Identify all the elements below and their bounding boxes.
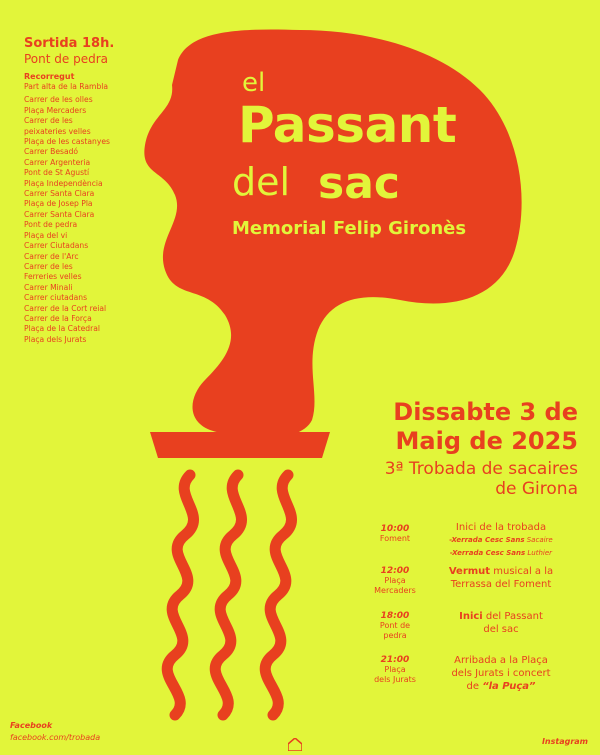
- route-street: Carrer de la Força: [24, 313, 92, 323]
- departure-time: Sortida 18h.: [24, 36, 115, 51]
- event-subtitle: [385, 459, 578, 499]
- route-street: Plaça de Josep Pla: [24, 199, 93, 209]
- activity-2-line2: Terrassa del Foment: [450, 579, 552, 590]
- activity-2-bold: Vermut: [448, 566, 491, 577]
- route-street: Carrer Santa Clara: [24, 209, 95, 219]
- route-street: Carrer Minali: [24, 282, 73, 292]
- facebook-link[interactable]: facebook.com/trobada: [10, 733, 101, 742]
- talk-1: -Xerrada Cesc Sans: [449, 536, 525, 544]
- route-column: [24, 36, 174, 345]
- subtitle-line-2: de Girona: [495, 479, 578, 499]
- activity-3-bold: Inici: [459, 611, 483, 622]
- pipe-3: [265, 475, 291, 715]
- activity-1: Inici de la trobada: [455, 522, 547, 533]
- route-street: Plaça del vi: [24, 230, 68, 240]
- talk-1-role: Sacaire: [526, 536, 553, 544]
- place-3b: pedra: [383, 631, 407, 640]
- place-3a: Pont de: [379, 621, 411, 630]
- memorial-subtitle: Memorial Felip Gironès: [232, 218, 467, 239]
- instagram-label: Instagram: [541, 737, 588, 746]
- route-street: Carrer de les olles: [24, 95, 93, 105]
- route-street: Plaça de les castanyes: [24, 137, 110, 147]
- route-street: Carrer de les: [24, 261, 73, 271]
- route-street: peixateries velles: [24, 126, 91, 136]
- route-street: Carrer Ciutadans: [24, 241, 89, 251]
- date-line-1: Dissabte 3 de: [393, 398, 578, 426]
- place-4a: Plaça: [384, 665, 406, 674]
- logo-icon: [288, 736, 302, 749]
- schedule-activity-3: [426, 610, 576, 636]
- date-line-2: Maig de 2025: [395, 427, 578, 455]
- activity-3-line2: del sac: [483, 624, 519, 635]
- route-street-list: [24, 95, 174, 345]
- route-start: Part alta de la Rambla: [24, 82, 109, 91]
- route-street: Plaça de la Catedral: [24, 324, 100, 334]
- time-3: 18:00: [380, 611, 410, 621]
- event-date: [393, 398, 578, 456]
- activity-4-de: de: [466, 681, 483, 692]
- place-2b: Mercaders: [374, 586, 416, 595]
- place-2a: Plaça: [384, 576, 406, 585]
- activity-3-rest: del Passant: [482, 611, 543, 622]
- talk-2-role: Luthier: [527, 549, 553, 557]
- route-street: Carrer de la Cort reial: [24, 303, 107, 313]
- route-heading: Recorregut: [24, 72, 75, 81]
- pipe-2: [215, 475, 241, 715]
- schedule-activity-4: [426, 654, 576, 693]
- departure-place: Pont de pedra: [24, 52, 108, 66]
- time-1: 10:00: [380, 524, 410, 534]
- facebook-label: Facebook: [10, 721, 53, 730]
- title-el: el: [242, 68, 266, 98]
- title-passant: Passant: [238, 96, 457, 154]
- place-4b: dels Jurats: [374, 675, 416, 684]
- band-name: “la Puça”: [482, 681, 536, 692]
- route-street: Pont de pedra: [24, 220, 78, 230]
- route-street: Pont de St Agustí: [24, 168, 90, 178]
- activity-2-rest: musical a la: [490, 566, 554, 577]
- pipe-1: [167, 475, 193, 715]
- route-street: Carrer Argenteria: [24, 157, 91, 167]
- title-del: del: [232, 160, 291, 204]
- route-street: Carrer Besadó: [24, 147, 79, 157]
- schedule-time-2: [360, 566, 430, 596]
- subtitle-line-1: 3ª Trobada de sacaires: [384, 459, 578, 479]
- place-1: Foment: [379, 534, 411, 543]
- route-street: Carrer de l'Arc: [24, 251, 79, 261]
- schedule-time-3: [360, 611, 430, 641]
- title-sac: sac: [318, 158, 400, 209]
- activity-4-line2: dels Jurats i concert: [451, 668, 551, 679]
- activity-4-line1: Arribada a la Plaça: [454, 655, 548, 666]
- route-street: Plaça Mercaders: [24, 105, 87, 115]
- route-street: Ferreries velles: [24, 272, 82, 282]
- route-street: Carrer de les: [24, 116, 73, 126]
- schedule-time-4: [360, 655, 430, 685]
- schedule-activity-1: [426, 521, 576, 560]
- route-street: Plaça dels Jurats: [24, 334, 87, 344]
- talk-2: -Xerrada Cesc Sans: [449, 549, 526, 557]
- time-4: 21:00: [380, 655, 410, 665]
- time-2: 12:00: [380, 566, 410, 576]
- route-street: Plaça Independència: [24, 178, 103, 188]
- schedule-activity-2: [426, 565, 576, 591]
- schedule-time-1: [360, 524, 430, 544]
- bagpipe-base: [150, 432, 330, 458]
- route-street: Carrer Santa Clara: [24, 189, 95, 199]
- route-street: Carrer ciutadans: [24, 293, 88, 303]
